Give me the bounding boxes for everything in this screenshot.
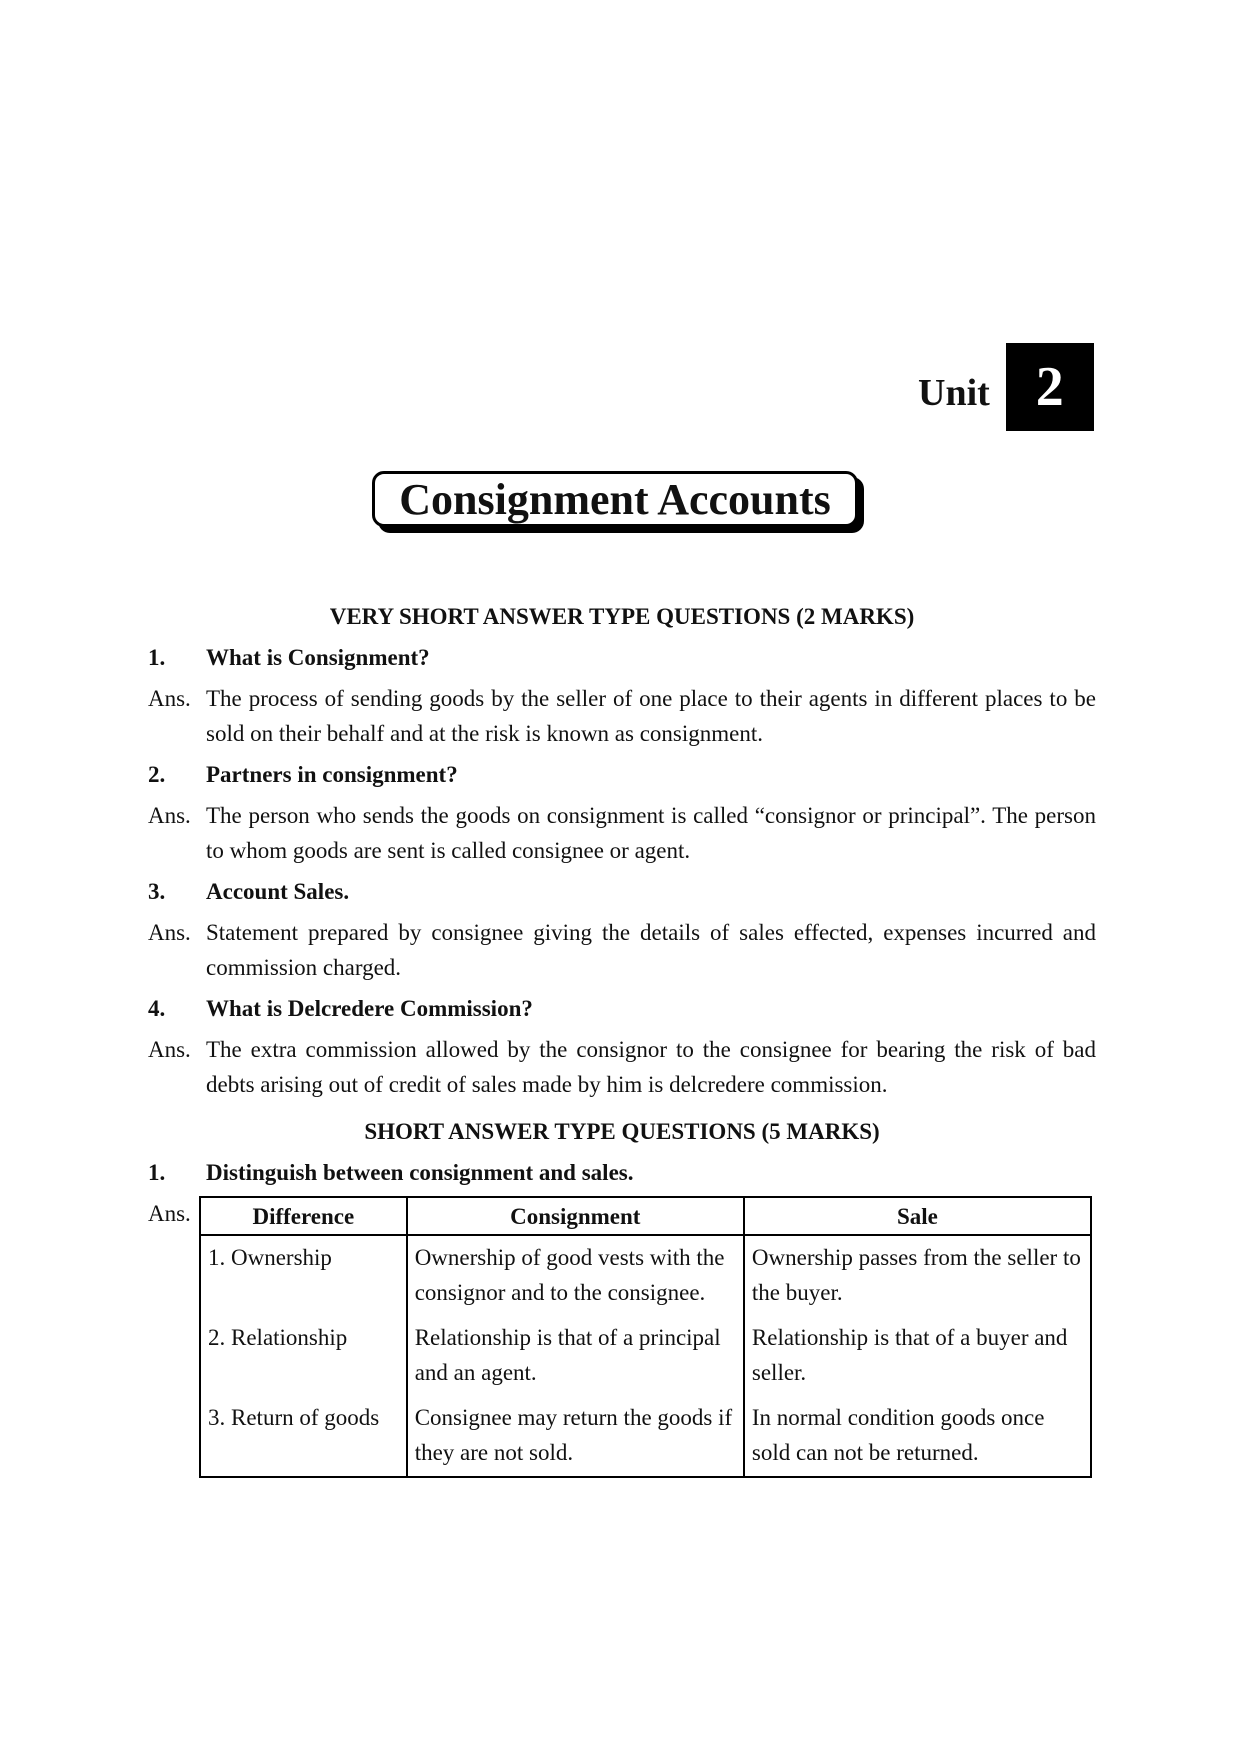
unit-label: Unit	[918, 372, 990, 414]
table-cell: In normal condition goods once sold can not be returned.	[744, 1396, 1091, 1477]
question-text: What is Delcredere Commission?	[206, 996, 533, 1021]
table-row	[200, 1235, 1091, 1316]
question-row	[148, 874, 1096, 909]
answer-text: The extra commission allowed by the consignor to the consignee for bearing the risk of bad debts arising out of credit of sales made by him is delcredere commission.	[206, 1037, 1096, 1097]
column-header-consignment: Consignment	[407, 1197, 744, 1235]
table-cell: 3. Return of goods	[200, 1396, 407, 1477]
answer-text: The process of sending goods by the seller of one place to their agents in different places to be sold on their behalf and at the risk is known as consignment.	[206, 686, 1096, 746]
table-row	[200, 1316, 1091, 1396]
answer-text: Statement prepared by consignee giving the details of sales effected, expenses incurred and commission charged.	[206, 920, 1096, 980]
table-row	[200, 1396, 1091, 1477]
column-header-difference: Difference	[200, 1197, 407, 1235]
table-cell: Relationship is that of a buyer and seller.	[744, 1316, 1091, 1396]
answer-label: Ans.	[148, 1037, 191, 1062]
title-frame	[372, 471, 866, 531]
answer-label: Ans.	[148, 920, 191, 945]
answer-table-row	[148, 1196, 1096, 1478]
question-row	[148, 1155, 1096, 1190]
answer-label: Ans.	[148, 686, 191, 711]
answer-row	[148, 915, 1096, 985]
unit-number-badge: 2	[1006, 343, 1094, 431]
question-number: 3.	[148, 879, 166, 904]
answer-text: The person who sends the goods on consignment is called “consignor or principal”. The person to whom goods are sent is called consignee or agent.	[206, 803, 1096, 863]
page-title: Consignment Accounts	[372, 471, 858, 527]
section-heading-short: SHORT ANSWER TYPE QUESTIONS (5 MARKS)	[364, 1119, 880, 1144]
question-text: What is Consignment?	[206, 645, 430, 670]
comparison-table	[199, 1196, 1092, 1478]
question-row	[148, 991, 1096, 1026]
question-text: Distinguish between consignment and sales.	[206, 1160, 634, 1185]
question-row	[148, 640, 1096, 675]
question-row	[148, 757, 1096, 792]
question-number: 4.	[148, 996, 166, 1021]
answer-label: Ans.	[148, 1201, 191, 1226]
question-number: 1.	[148, 645, 166, 670]
question-number: 2.	[148, 762, 166, 787]
section-heading-very-short: VERY SHORT ANSWER TYPE QUESTIONS (2 MARKS)	[329, 604, 915, 629]
answer-row	[148, 798, 1096, 868]
answer-label: Ans.	[148, 803, 191, 828]
table-cell: Relationship is that of a principal and an agent.	[407, 1316, 744, 1396]
table-cell: 1. Ownership	[200, 1235, 407, 1316]
column-header-sale: Sale	[744, 1197, 1091, 1235]
question-text: Account Sales.	[206, 879, 350, 904]
question-text: Partners in consignment?	[206, 762, 458, 787]
unit-heading	[918, 343, 1094, 431]
table-cell: 2. Relationship	[200, 1316, 407, 1396]
question-number: 1.	[148, 1160, 166, 1185]
table-cell: Ownership passes from the seller to the buyer.	[744, 1235, 1091, 1316]
table-cell: Consignee may return the goods if they are not sold.	[407, 1396, 744, 1477]
answer-row	[148, 681, 1096, 751]
content	[148, 599, 1096, 1478]
table-cell: Ownership of good vests with the consignor and to the consignee.	[407, 1235, 744, 1316]
table-header-row	[200, 1197, 1091, 1235]
answer-row	[148, 1032, 1096, 1102]
